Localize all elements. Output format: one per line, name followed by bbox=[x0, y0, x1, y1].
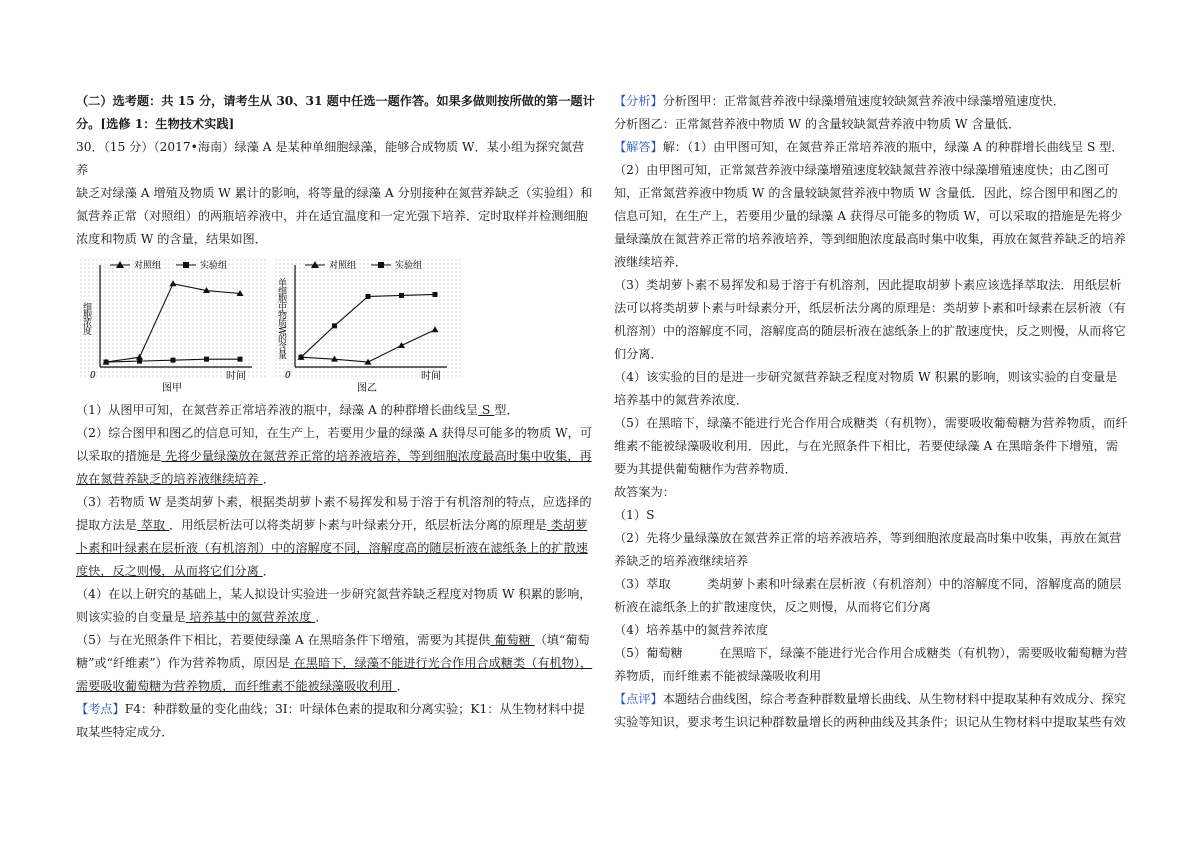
data-point-square bbox=[204, 357, 209, 362]
jieda-tag: 【解答】 bbox=[614, 140, 663, 154]
answer-head: 故答案为： bbox=[614, 485, 675, 499]
data-point-square bbox=[332, 323, 337, 328]
origin-label: 0 bbox=[90, 371, 96, 381]
q1-answer: S bbox=[478, 403, 495, 417]
data-point-square bbox=[366, 294, 371, 299]
answer-3: （3）萃取 类胡萝卜素和叶绿素在层析液（有机溶剂）中的溶解度不同，溶解度高的随层析液在滤纸条上的扩散速度快，反之则慢，从而将它们分离 bbox=[614, 577, 1122, 614]
data-point-square bbox=[104, 360, 109, 365]
q2: （2）综合图甲和图乙的信息可知，在生产上，若要用少量的绿藻 A 获得尽可能多的物质 W，可以采取的措施是 先将少量绿藻放在氮营养正常的培养液培养，等到细胞浓度最高时集中收集，再放在氮营养缺乏的培养液继续培养 ． bbox=[76, 426, 593, 486]
y-axis-label: 单细胞中物质W的含量 bbox=[276, 277, 286, 359]
data-point-square bbox=[433, 292, 438, 297]
answer-1: （1）S bbox=[614, 508, 655, 522]
legend-label: 实验组 bbox=[395, 261, 423, 271]
dianping: 【点评】本题结合曲线图，综合考查种群数量增长曲线、从生物材料中提取某种有效成分、探究实验等知识，要求考生识记种群数量增长的两种曲线及其条件；识记从生物材料中提取某些有效 bbox=[614, 692, 1126, 729]
q30-line: 浓度和物质 W 的含量，结果如图． bbox=[76, 232, 267, 246]
jieda-3: （3）类胡萝卜素不易挥发和易于溶于有机溶剂，因此提取胡萝卜素应该选择萃取法．用纸层析法可以将类胡萝卜素与叶绿素分开，纸层析法分离的原理是：类胡萝卜素和叶绿素在层析液（有机溶剂）中的溶解度不同，溶解度高的随层析液在滤纸条上的扩散速度快，反之则慢，从而将它们分离． bbox=[614, 278, 1126, 361]
jieda-1: 【解答】解：（1）由甲图可知，在氮营养正常培养液的瓶中，绿藻 A 的种群增长曲线呈 S 型． bbox=[614, 140, 1124, 154]
chart-title: 图乙 bbox=[357, 383, 377, 394]
jieda-2: （2）由甲图可知，正常氮营养液中绿藻增殖速度较缺氮营养液中绿藻增殖速度快；由乙图可知，正常氮营养液中物质 W 的含量较缺氮营养液中物质 W 含量低．因此，综合图甲和图乙的信息可知，在生产上，若要用少量的绿藻 A 获得尽可能多的物质 W，可以采取的措施是先将少量绿藻放在氮营养正常的培养液培养，等到细胞浓度最高时集中收集，再放在氮营养缺乏的培养液继续培养． bbox=[614, 163, 1126, 269]
q30-line: 30．（15 分）（2017•海南）绿藻 A 是某种单细胞绿藻，能够合成物质 W．某小组为探究氮营养 bbox=[76, 140, 585, 177]
origin-label: 0 bbox=[285, 371, 291, 381]
section-header: （二）选考题：共 15 分，请考生从 30、31 题中任选一题作答。如果多做则按所做的第一题计分。[选修 1：生物技术实践] bbox=[76, 94, 595, 131]
legend-square-icon bbox=[378, 262, 384, 268]
q1: （1）从图甲可知，在氮营养正常培养液的瓶中，绿藻 A 的种群增长曲线呈 S 型． bbox=[76, 403, 519, 417]
fenxi-tag: 【分析】 bbox=[614, 94, 663, 108]
dianping-tag: 【点评】 bbox=[614, 692, 663, 706]
q3: （3）若物质 W 是类胡萝卜素，根据类胡萝卜素不易挥发和易于溶于有机溶剂的特点，应选择的提取方法是 萃取 ．用纸层析法可以将类胡萝卜素与叶绿素分开，纸层析法分离的原理是 类胡萝卜素和叶绿素在层析液（有机溶剂）中的溶解度不同，溶解度高的随层析液在滤纸条上的扩散速度快，反之则慢，从而将它们分离 ． bbox=[76, 495, 592, 578]
right-column bbox=[614, 90, 1129, 734]
legend-label: 对照组 bbox=[329, 261, 357, 271]
data-point-square bbox=[299, 355, 304, 360]
data-point-square bbox=[399, 293, 404, 298]
x-axis-label: 时间 bbox=[226, 371, 246, 382]
q5-answer-2: 在黑暗下，绿藻不能进行光合作用合成糖类（有机物），需要吸收葡萄糖为营养物质，而纤维素不能被绿藻吸收利用 bbox=[76, 656, 593, 693]
data-point-square bbox=[171, 358, 176, 363]
kaodian: 【考点】F4：种群数量的变化曲线；3I：叶绿体色素的提取和分离实验；K1：从生物材料中提取某些特定成分． bbox=[76, 702, 585, 739]
q4: （4）在以上研究的基础上，某人拟设计实验进一步研究氮营养缺乏程度对物质 W 积累的影响，则该实验的自变量是 培养基中的氮营养浓度 ． bbox=[76, 587, 592, 624]
answer-4: （4）培养基中的氮营养浓度 bbox=[614, 623, 769, 637]
left-column bbox=[76, 90, 596, 744]
answer-2: （2）先将少量绿藻放在氮营养正常的培养液培养，等到细胞浓度最高时集中收集，再放在氮营养缺乏的培养液继续培养 bbox=[614, 531, 1122, 568]
data-point-square bbox=[137, 359, 142, 364]
jieda-5: （5）在黑暗下，绿藻不能进行光合作用合成糖类（有机物），需要吸收葡萄糖为营养物质，而纤维素不能被绿藻吸收利用．因此，与在光照条件下相比，若要使绿藻 A 在黑暗条件下增殖，需要为其提供葡萄糖作为营养物质． bbox=[614, 416, 1128, 476]
legend-square-icon bbox=[183, 262, 189, 268]
chart-yi bbox=[271, 255, 466, 395]
chart-title: 图甲 bbox=[162, 383, 182, 394]
q5-answer-1: 葡萄糖 bbox=[490, 633, 535, 647]
chart-jia bbox=[76, 255, 271, 395]
q3-answer-1: 萃取 bbox=[136, 518, 170, 532]
figure-graphs bbox=[76, 255, 596, 395]
q2-answer: 先将少量绿藻放在氮营养正常的培养液培养，等到细胞浓度最高时集中收集，再放在氮营养缺乏的培养液继续培养 bbox=[76, 449, 592, 486]
y-axis-label: 细胞浓度 bbox=[81, 302, 91, 334]
q30-line: 缺乏对绿藻 A 增殖及物质 W 累计的影响，将等量的绿藻 A 分别接种在氮营养缺乏（实验组）和 bbox=[76, 186, 593, 200]
q4-answer: 培养基中的氮营养浓度 bbox=[185, 610, 316, 624]
q5: （5）与在光照条件下相比，若要使绿藻 A 在黑暗条件下增殖，需要为其提供 葡萄糖 （填“葡萄糖”或“纤维素”）作为营养物质，原因是 在黑暗下，绿藻不能进行光合作用合成糖类（有机物），需要吸收葡萄糖为营养物质，而纤维素不能被绿藻吸收利用 ． bbox=[76, 633, 593, 693]
data-point-square bbox=[238, 357, 243, 362]
kaodian-tag: 【考点】 bbox=[76, 702, 125, 716]
legend-label: 实验组 bbox=[200, 261, 228, 271]
x-axis-label: 时间 bbox=[421, 371, 441, 382]
legend-label: 对照组 bbox=[134, 261, 162, 271]
fenxi-2: 分析图乙：正常氮营养液中物质 W 的含量较缺氮营养液中物质 W 含量低． bbox=[614, 117, 1021, 131]
fenxi: 【分析】分析图甲：正常氮营养液中绿藻增殖速度较缺氮营养液中绿藻增殖速度快． bbox=[614, 94, 1065, 108]
q30-line: 氮营养正常（对照组）的两瓶培养液中，并在适宜温度和一定光强下培养．定时取样并检测细胞 bbox=[76, 209, 588, 223]
answer-5: （5）葡萄糖 在黑暗下，绿藻不能进行光合作用合成糖类（有机物），需要吸收葡萄糖为营养物质，而纤维素不能被绿藻吸收利用 bbox=[614, 646, 1128, 683]
q3-answer-2: 类胡萝卜素和叶绿素在层析液（有机溶剂）中的溶解度不同，溶解度高的随层析液在滤纸条上的扩散速度快，反之则慢，从而将它们分离 bbox=[76, 518, 588, 578]
jieda-4: （4）该实验的目的是进一步研究氮营养缺乏程度对物质 W 积累的影响，则该实验的自变量是培养基中的氮营养浓度． bbox=[614, 370, 1118, 407]
